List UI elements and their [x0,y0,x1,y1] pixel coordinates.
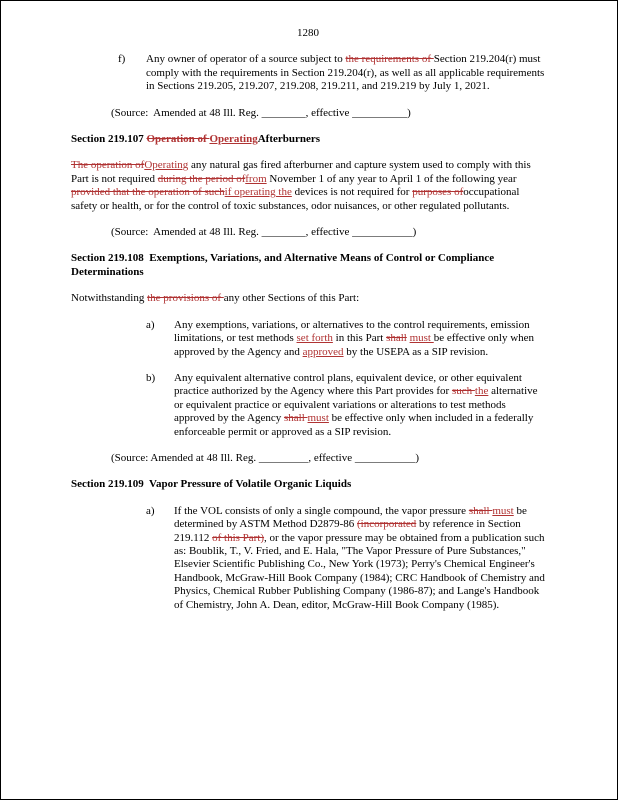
text-run: alternative or equivalent practice or equivalent variations or alterations to test methods approved by the Agency [174,385,538,425]
section-heading [71,252,545,279]
inserted-text-run: must [409,332,434,345]
item-label: f) [118,53,126,66]
deleted-text-run: Operation of [146,133,210,146]
text-run: any other Sections of this Part: [223,292,360,305]
text-run: If the VOL consists of only a single compound, the vapor pressure [174,504,469,517]
text-run: Section 219.107 [71,133,147,146]
inserted-text-run: must [492,504,514,517]
text-run: , or the vapor pressure may be obtained from a publication such as: Boublik, T., V. Fried, and E. Hala, "The Vapor Pressure of Pure Substances," Elsevier Scientific Publishing Co., New York (1973); Perry's Chemical Engineer's Handbook, McGraw-Hill Book Company (1984); CRC Handbook of Chemistry and Physics, Chemical Rubber Publishing Company (1986-87); and Lange's Handbook of Chemistry, John A. Dean, editor, McGraw-Hill Book Company (1985). [174,531,545,611]
inserted-text-run: Operating [209,133,258,146]
inserted-text-run: Operating [144,159,189,172]
deleted-text-run: of this Part) [212,531,265,544]
item-label: a) [146,318,155,331]
text-run: Afterburners [257,133,321,146]
text-run: Any owner of operator of a source subject to [146,53,346,66]
item-text [174,505,545,612]
text-run: Section 219.109 Vapor Pressure of Volatile Organic Liquids [71,478,352,491]
text-run: in this Part [332,332,387,345]
section-heading [71,133,545,146]
deleted-text-run: provided that the operation of such [71,186,225,199]
list-item [71,372,545,439]
deleted-text-run: shall [283,412,308,425]
text-run: (Source: Amended at 48 Ill. Reg. ________, effective ___________) [111,226,417,239]
inserted-text-run: from [245,172,267,185]
inserted-text-run: must [307,412,329,425]
text-run: November 1 of any year to April 1 of the following year [266,172,517,185]
text-run: Notwithstanding [71,292,148,305]
deleted-text-run: during the period of [157,172,246,185]
text-run: any natural gas fired afterburner and capture system used to comply with this Part is not required [71,159,531,185]
text-run: Section 219.108 Exemptions, Variations, and Alternative Means of Control or Compliance Determinations [71,252,495,278]
deleted-text-run: shall [468,504,493,517]
page-number [71,27,545,40]
source-note [71,452,545,465]
list-item [71,319,545,359]
text-run: Any equivalent alternative control plans, equivalent device, or other equivalent practice authorized by the Agency where this Part provides for [174,371,522,398]
deleted-text-run: the requirements of [345,53,434,66]
text-run: be effective only when approved by the Agency and [174,332,535,358]
item-text [174,319,545,359]
list-item [71,505,545,612]
text-run: by the USEPA as a SIP revision. [343,345,489,358]
text-run: by reference in Section 219.112 [174,518,521,544]
deleted-text-run: (incorporated [357,518,417,531]
deleted-text-run: shall [386,332,407,345]
item-label: b) [146,371,156,384]
inserted-text-run: if operating the [224,186,292,199]
item-text [174,372,545,439]
inserted-text-run: approved [302,345,344,358]
source-note [71,107,545,120]
inserted-text-run: the [474,385,489,398]
text-run: Section 219.204(r) must comply with the requirements in Section 219.204(r), as well as all applicable requirements in Sections 219.205, 219.207, 219.208, 219.211, and 219.219 by July 1, 2021. [146,53,545,93]
text-run: Any exemptions, variations, or alternatives to the control requirements, emission limitations, or test methods [174,318,530,345]
deleted-text-run: purposes of [412,186,464,199]
deleted-text-run: the provisions of [147,292,224,305]
text-run: be determined by ASTM Method D2879-86 [174,504,527,531]
paragraph [71,292,545,305]
text-run: 1280 [297,27,319,39]
item-label: a) [146,504,155,517]
text-run: devices is not required for [291,186,413,199]
item-text [146,53,545,93]
text-run: (Source: Amended at 48 Ill. Reg. _________, effective ___________) [111,451,420,464]
deleted-text-run: such [451,385,475,398]
text-run: be effective only when included in a federally enforceable permit or approved as a SIP revision. [174,412,534,438]
section-heading [71,478,545,491]
text-run: occupational safety or health, or for the control of toxic substances, odor nuisances, or other regulated pollutants. [71,186,520,212]
source-note [71,226,545,239]
list-item [71,53,545,93]
inserted-text-run: set forth [296,332,333,345]
paragraph [71,159,545,213]
deleted-text-run: The operation of [71,159,145,172]
text-run: (Source: Amended at 48 Ill. Reg. ________, effective __________) [111,106,411,119]
